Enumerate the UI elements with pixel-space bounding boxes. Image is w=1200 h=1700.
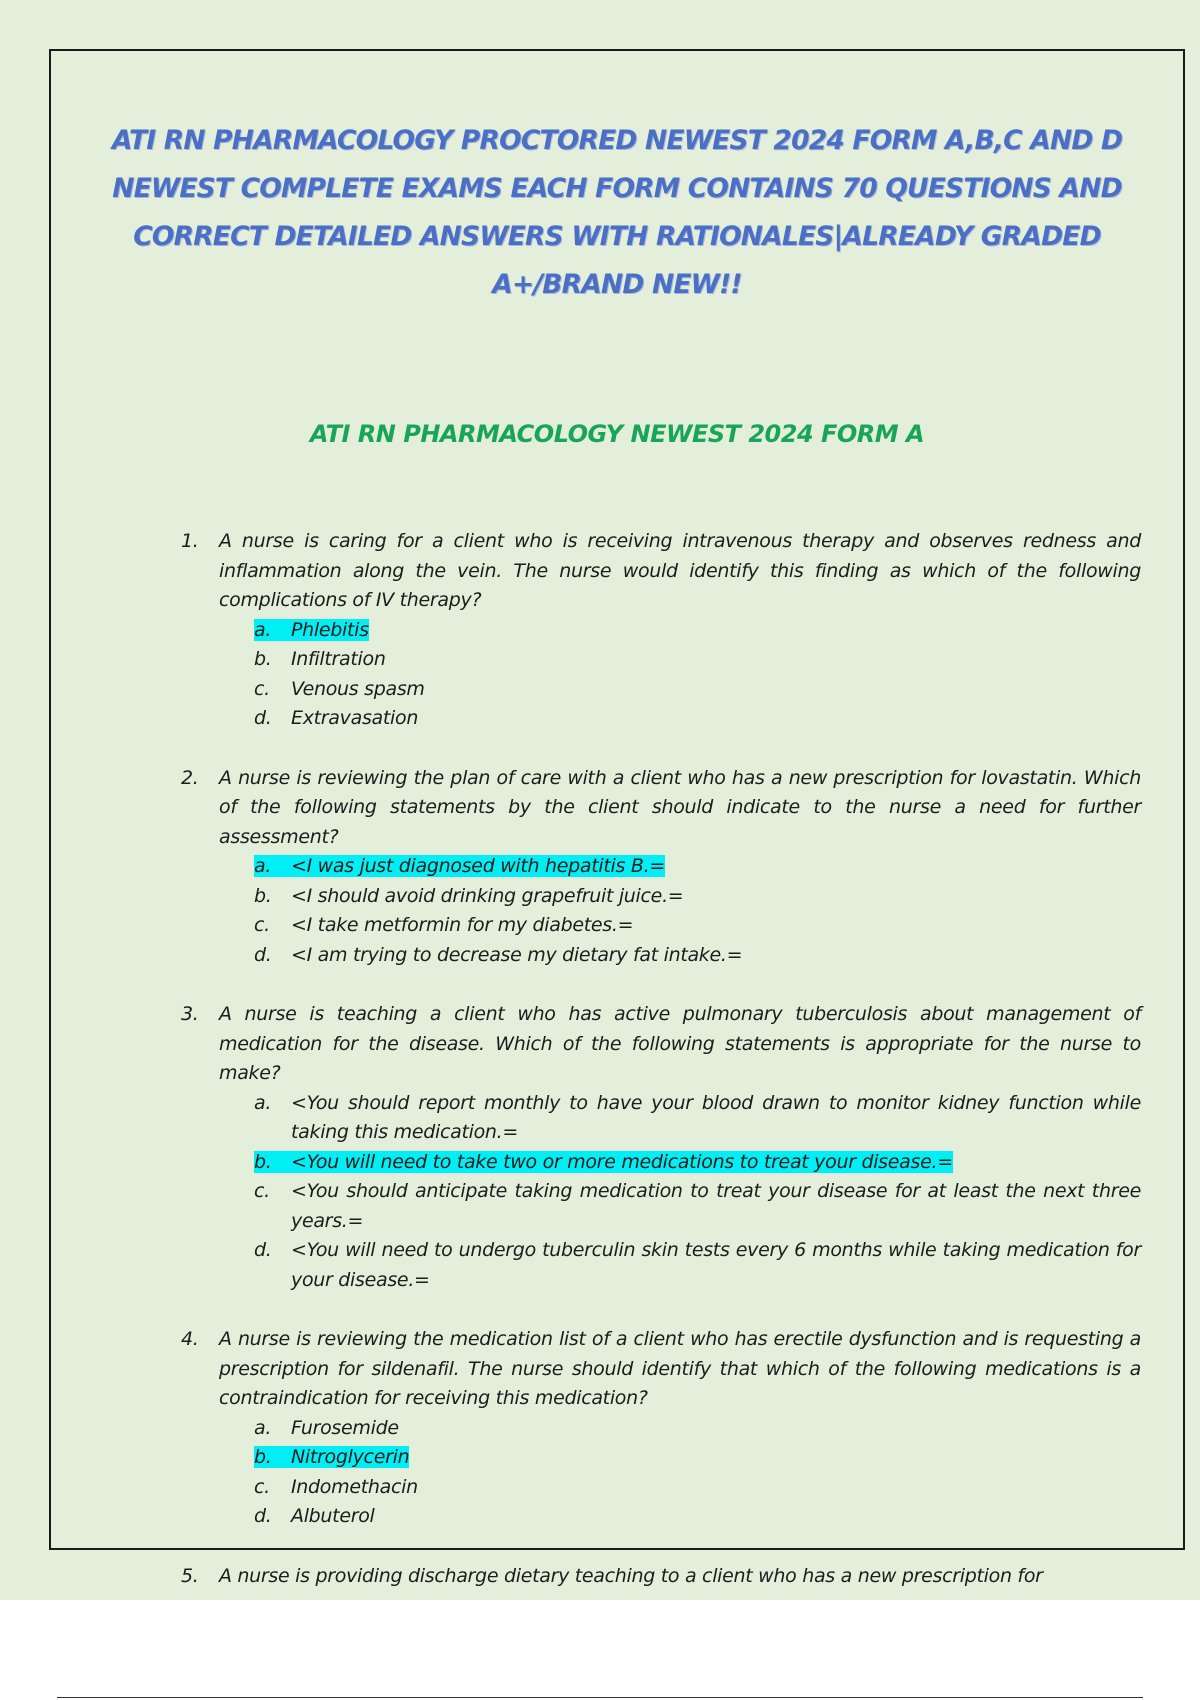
answer-option	[254, 645, 1141, 675]
answer-option	[254, 882, 1141, 912]
answer-option-correct	[254, 616, 1141, 646]
question-item	[181, 764, 1141, 971]
document-page-frame	[49, 49, 1185, 1587]
document-title: ATI RN PHARMACOLOGY PROCTORED NEWEST 2024 FORM A,B,C AND D NEWEST COMPLETE EXAMS EACH FORM CONTAINS 70 QUESTIONS AND CORRECT DETAILED ANSWERS WITH RATIONALES|ALREADY GRADED A+/BRAND NEW!!	[111, 125, 1123, 300]
option-text: Nitroglycerin	[291, 1446, 410, 1468]
question-item	[181, 1325, 1141, 1532]
answer-options	[219, 616, 1141, 734]
answer-options	[219, 1089, 1141, 1296]
option-letter: b.	[254, 1446, 272, 1468]
option-letter: c.	[254, 1180, 270, 1202]
option-text: <You should anticipate taking medication to treat your disease for at least the next three years.=	[291, 1180, 1141, 1232]
question-number: 2.	[181, 766, 199, 789]
option-text: Venous spasm	[291, 677, 425, 700]
section-title: ATI RN PHARMACOLOGY NEWEST 2024 FORM A	[309, 420, 925, 448]
answer-option	[254, 1089, 1141, 1148]
option-text: <I was just diagnosed with hepatitis B.=	[291, 855, 665, 877]
answer-option-correct	[254, 1148, 1141, 1178]
option-letter: c.	[254, 1475, 270, 1498]
question-text: A nurse is teaching a client who has active pulmonary tuberculosis about management of medication for the disease. Which of the following statements is appropriate for the nurse to make?	[219, 1003, 1141, 1084]
option-text: Phlebitis	[291, 618, 369, 641]
answer-option-correct	[254, 1443, 1141, 1473]
option-letter: c.	[254, 677, 270, 700]
question-number: 4.	[181, 1328, 199, 1350]
option-letter: a.	[254, 1091, 272, 1114]
option-text: Furosemide	[291, 1416, 399, 1439]
answer-option-correct	[254, 852, 1141, 882]
question-text: A nurse is caring for a client who is receiving intravenous therapy and observes redness and inflammation along the vein. The nurse would identify this finding as which of the following complications of IV therapy?	[219, 530, 1141, 611]
option-letter: a.	[254, 618, 272, 641]
answer-option	[254, 704, 1141, 734]
question-text: A nurse is providing discharge dietary teaching to a client who has a new prescription for	[219, 1564, 1043, 1587]
option-letter: b.	[254, 648, 272, 670]
option-text: <You should report monthly to have your blood drawn to monitor kidney function while taking this medication.=	[291, 1091, 1141, 1143]
option-letter: c.	[254, 914, 270, 936]
answer-options	[219, 852, 1141, 970]
answer-option	[254, 911, 1141, 941]
question-text: A nurse is reviewing the plan of care with a client who has a new prescription for lovastatin. Which of the following statements by the client should indicate to the nurse a need for further assessment?	[219, 766, 1141, 848]
question-text: A nurse is reviewing the medication list of a client who has erectile dysfunction and is requesting a prescription for sildenafil. The nurse should identify that which of the following medications is a contraindication for receiving this medication?	[219, 1328, 1141, 1409]
answer-options	[219, 1414, 1141, 1532]
option-text: Infiltration	[291, 648, 386, 670]
answer-option	[254, 1177, 1141, 1236]
option-text: <You will need to undergo tuberculin skin tests every 6 months while taking medication for your disease.=	[291, 1239, 1141, 1291]
question-list	[181, 527, 1141, 1621]
option-letter: d.	[254, 707, 272, 729]
question-number: 3.	[181, 1003, 199, 1025]
option-text: <I should avoid drinking grapefruit juice.=	[291, 884, 684, 907]
answer-option	[254, 1236, 1141, 1295]
page-divider	[57, 1697, 1143, 1698]
question-item	[181, 1562, 1141, 1592]
option-text: <I am trying to decrease my dietary fat intake.=	[291, 943, 743, 966]
option-letter: b.	[254, 884, 272, 907]
answer-option	[254, 1473, 1141, 1503]
question-number: 5.	[181, 1564, 199, 1587]
option-text: Albuterol	[291, 1505, 375, 1527]
option-letter: d.	[254, 1239, 272, 1261]
option-letter: b.	[254, 1150, 272, 1173]
option-text: Indomethacin	[291, 1475, 418, 1498]
option-letter: d.	[254, 1505, 272, 1527]
option-text: <You will need to take two or more medications to treat your disease.=	[291, 1150, 953, 1173]
question-number: 1.	[181, 530, 199, 552]
option-text: <I take metformin for my diabetes.=	[291, 914, 634, 936]
option-letter: a.	[254, 1416, 272, 1439]
question-item	[181, 527, 1141, 734]
option-letter: d.	[254, 943, 272, 966]
option-letter: a.	[254, 855, 272, 877]
question-item	[181, 1000, 1141, 1295]
answer-option	[254, 675, 1141, 705]
answer-option	[254, 941, 1141, 971]
answer-option	[254, 1502, 1141, 1532]
answer-option	[254, 1414, 1141, 1444]
option-text: Extravasation	[291, 707, 419, 729]
